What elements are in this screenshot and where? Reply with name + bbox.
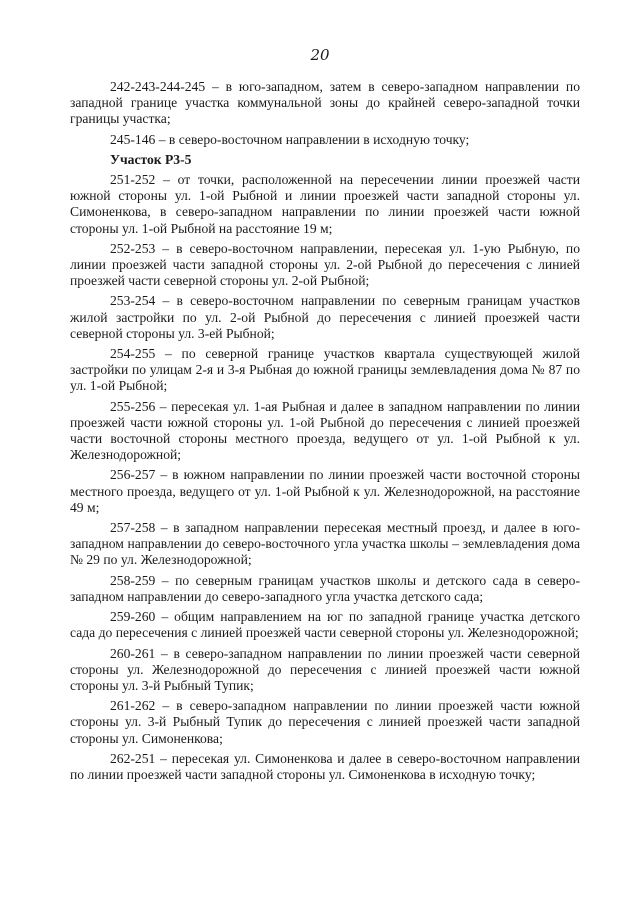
paragraph: 242-243-244-245 – в юго-западном, затем в северо-западном направлении по западной границе участка коммунальной зоны до крайней северо-западной точки границы участка;: [70, 79, 580, 127]
paragraph: 261-262 – в северо-западном направлении по линии проезжей части южной стороны ул. 3-й Рыбный Тупик до пересечения с линией проезжей части западной стороны ул. Симоненкова;: [70, 698, 580, 746]
paragraph: 262-251 – пересекая ул. Симоненкова и далее в северо-восточном направлении по линии проезжей части западной стороны ул. Симоненкова в исходную точку;: [70, 750, 580, 782]
paragraph: 258-259 – по северным границам участков школы и детского сада в северо-западном направлении до северо-западного угла участка детского сада;: [70, 572, 580, 604]
document-body: [70, 79, 580, 787]
paragraph: 255-256 – пересекая ул. 1-ая Рыбная и далее в западном направлении по линии проезжей части южной стороны ул. 1-ой Рыбной до пересечения с линией проезжей части восточной стороны местного проезда, ведущего от ул. 1-ой Рыбной к ул. Железнодорожной;: [70, 398, 580, 463]
paragraph: 253-254 – в северо-восточном направлении по северным границам участков жилой застройки по ул. 2-ой Рыбной до пересечения с линией проезжей части северной стороны ул. 3-ей Рыбной;: [70, 293, 580, 341]
paragraph: 260-261 – в северо-западном направлении по линии проезжей части северной стороны ул. Железнодорожной до пересечения с линией проезжей части южной стороны ул. 3-й Рыбный Тупик;: [70, 645, 580, 693]
paragraph: 259-260 – общим направлением на юг по западной границе участка детского сада до пересечения с линией проезжей части северной стороны ул. Железнодорожной;: [70, 609, 580, 641]
paragraph: 245-146 – в северо-восточном направлении в исходную точку;: [110, 131, 470, 147]
paragraph: 251-252 – от точки, расположенной на пересечении линии проезжей части южной стороны ул. 1-ой Рыбной и линии проезжей части западной стороны ул. Симоненкова, в северо-западном направлении по линии проезжей части южной стороны ул. 1-ой Рыбной на расстояние 19 м;: [70, 172, 580, 236]
page-number: 20: [310, 46, 330, 64]
paragraph: 257-258 – в западном направлении пересекая местный проезд, и далее в юго-западном направлении до северо-восточного угла участка школы – землевладения дома № 29 по ул. Железнодорожной;: [70, 520, 580, 568]
paragraph: 252-253 – в северо-восточном направлении, пересекая ул. 1-ую Рыбную, по линии проезжей части западной стороны ул. 2-ой Рыбной до пересечения с линией проезжей части северной стороны ул. 2-ой Рыбной;: [70, 240, 580, 289]
paragraph: 254-255 – по северной границе участков квартала существующей жилой застройки по улицам 2-я и 3-я Рыбная до южной границы землевладения дома № 87 по ул. 1-ой Рыбной;: [70, 346, 580, 394]
paragraph: 256-257 – в южном направлении по линии проезжей части восточной стороны местного проезда, ведущего от ул. 1-ой Рыбной к ул. Железнодорожной, на расстояние 49 м;: [70, 467, 580, 515]
section-heading: Участок Р3-5: [110, 151, 192, 167]
